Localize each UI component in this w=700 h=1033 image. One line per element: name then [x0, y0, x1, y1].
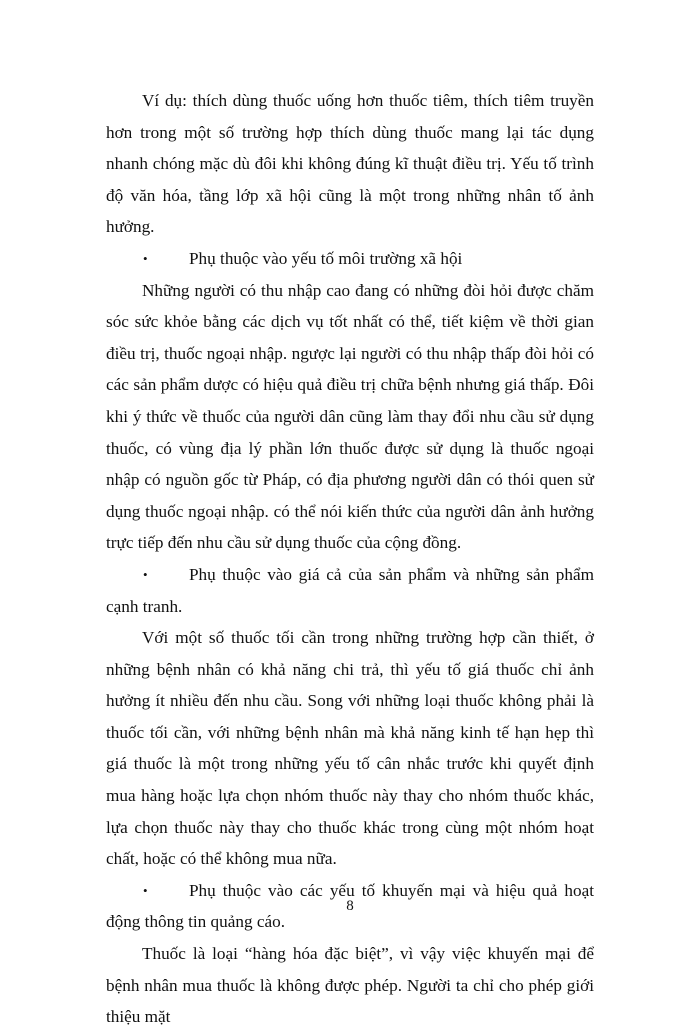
- bullet-text: Phụ thuộc vào các yếu tố khuyến mại và hiệu quả hoạt động thông tin quảng cáo.: [106, 880, 594, 932]
- bullet-item-social-environment: [106, 243, 594, 275]
- bullet-text: Phụ thuộc vào giá cả của sản phẩm và những sản phẩm cạnh tranh.: [106, 564, 594, 616]
- bullet-text: Phụ thuộc vào yếu tố môi trường xã hội: [189, 248, 463, 268]
- paragraph-example: Ví dụ: thích dùng thuốc uống hơn thuốc tiêm, thích tiêm truyền hơn trong một số trường hợp thích dùng thuốc mang lại tác dụng nhanh chóng mặc dù đôi khi không đúng kĩ thuật điều trị. Yếu tố trình độ văn hóa, tầng lớp xã hội cũng là một trong những nhân tố ảnh hưởng.: [106, 91, 594, 237]
- paragraph-special-goods: Thuốc là loại “hàng hóa đặc biệt”, vì vậy việc khuyến mại để bệnh nhân mua thuốc là không được phép. Người ta chỉ cho phép giới thiệu mặt: [106, 944, 594, 1027]
- bullet-icon: •: [143, 566, 148, 582]
- page-body: [106, 85, 594, 1033]
- bullet-icon: •: [143, 250, 148, 266]
- bullet-item-price: [106, 559, 594, 622]
- page-number: 8: [346, 898, 354, 914]
- paragraph-essential-drugs: Với một số thuốc tối cần trong những trường hợp cần thiết, ở những bệnh nhân có khả năng chi trả, thì yếu tố giá thuốc chỉ ảnh hưởng ít nhiều đến nhu cầu. Song với những loại thuốc không phải là thuốc tối cần, với những bệnh nhân mà khả năng kinh tế hạn hẹp thì giá thuốc là một trong những yếu tố cân nhắc trước khi quyết định mua hàng hoặc lựa chọn nhóm thuốc này thay cho nhóm thuốc khác, lựa chọn thuốc này thay cho thuốc khác trong cùng một nhóm hoạt chất, hoặc có thể không mua nữa.: [106, 628, 594, 869]
- paragraph-income: Những người có thu nhập cao đang có những đòi hỏi được chăm sóc sức khỏe bằng các dịch vụ tốt nhất có thể, tiết kiệm về thời gian điều trị, thuốc ngoại nhập. ngược lại người có thu nhập thấp đòi hỏi có các sản phẩm dược có hiệu quả điều trị chữa bệnh nhưng giá thấp. Đôi khi ý thức về thuốc của người dân cũng làm thay đổi nhu cầu sử dụng thuốc, có vùng địa lý phần lớn thuốc được sử dụng là thuốc ngoại nhập có nguồn gốc từ Pháp, có địa phương người dân có thói quen sử dụng thuốc ngoại nhập. có thể nói kiến thức của người dân ảnh hưởng trực tiếp đến nhu cầu sử dụng thuốc của cộng đồng.: [106, 280, 594, 553]
- bullet-icon: •: [143, 882, 148, 898]
